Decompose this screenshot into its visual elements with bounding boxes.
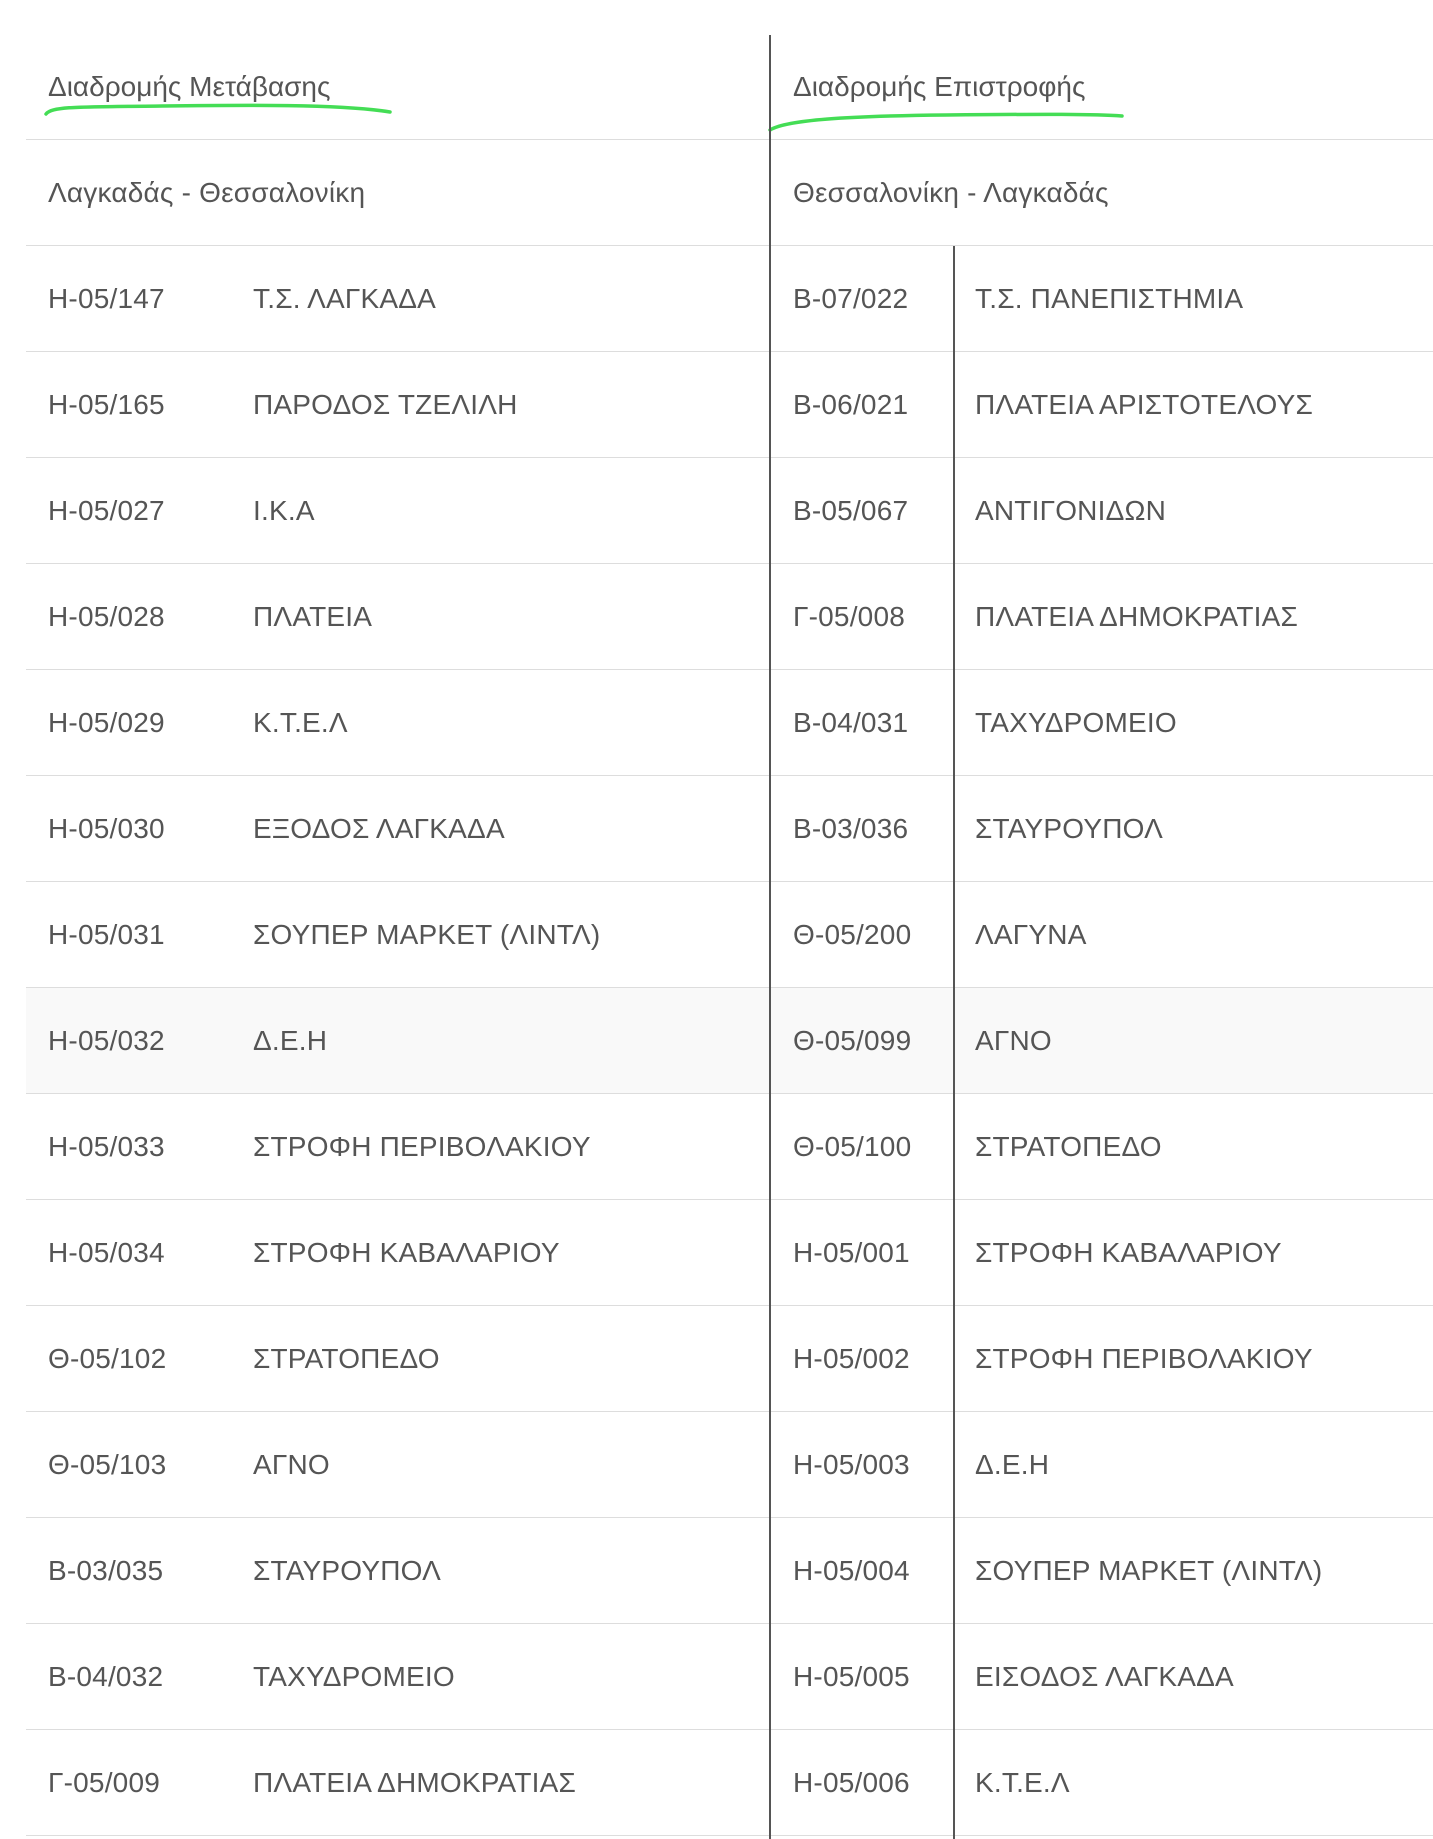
- return-stop-name: ΣΤΡΑΤΟΠΕΔΟ: [975, 1130, 1162, 1162]
- return-header[interactable]: Διαδρομής Επιστροφής: [793, 71, 1086, 102]
- outbound-stop-name: ΣΤΡΟΦΗ ΠΕΡΙΒΟΛΑΚΙΟΥ: [253, 1130, 591, 1162]
- return-route-name: Θεσσαλονίκη - Λαγκαδάς: [793, 176, 1109, 208]
- return-stop-code: Β-07/022: [793, 282, 909, 314]
- outbound-stop-code: Θ-05/103: [48, 1448, 167, 1480]
- return-stop-name: Τ.Σ. ΠΑΝΕΠΙΣΤΗΜΙΑ: [975, 282, 1244, 314]
- outbound-stop-name: ΤΑΧΥΔΡΟΜΕΙΟ: [253, 1660, 455, 1692]
- outbound-stop-code: Η-05/032: [48, 1024, 165, 1056]
- table-row: [26, 564, 1433, 670]
- table-row: [26, 246, 1433, 352]
- table-row: [26, 1094, 1433, 1200]
- table-row: [26, 776, 1433, 882]
- return-stop-name: Κ.Τ.Ε.Λ: [975, 1766, 1070, 1798]
- outbound-stop-code: Η-05/033: [48, 1130, 165, 1162]
- outbound-stop-name: ΕΞΟΔΟΣ ΛΑΓΚΑΔΑ: [253, 812, 505, 844]
- return-stop-name: ΣΤΡΟΦΗ ΠΕΡΙΒΟΛΑΚΙΟΥ: [975, 1342, 1313, 1374]
- return-stop-code: Β-05/067: [793, 494, 909, 526]
- outbound-stop-code: Η-05/034: [48, 1236, 165, 1268]
- outbound-stop-name: Δ.Ε.Η: [253, 1024, 328, 1056]
- outbound-stop-name: ΠΛΑΤΕΙΑ ΔΗΜΟΚΡΑΤΙΑΣ: [253, 1766, 577, 1798]
- outbound-stop-code: Η-05/029: [48, 706, 165, 738]
- outbound-stop-name: Κ.Τ.Ε.Λ: [253, 706, 348, 738]
- outbound-stop-name: ΑΓΝΟ: [253, 1448, 330, 1480]
- table-row: [26, 988, 1433, 1094]
- return-stop-name: ΑΝΤΙΓΟΝΙΔΩΝ: [975, 494, 1167, 526]
- table-row: [26, 1624, 1433, 1730]
- outbound-stop-name: ΠΑΡΟΔΟΣ ΤΖΕΛΙΛΗ: [253, 388, 518, 420]
- return-stop-code: Θ-05/100: [793, 1130, 912, 1162]
- route-name-row: [26, 140, 1433, 246]
- table-row: [26, 1412, 1433, 1518]
- return-stop-name: ΣΤΑΥΡΟΥΠΟΛ: [975, 812, 1164, 844]
- return-stop-name: ΣΤΡΟΦΗ ΚΑΒΑΛΑΡΙΟΥ: [975, 1236, 1282, 1268]
- outbound-stop-name: Ι.Κ.Α: [253, 494, 315, 526]
- return-stop-code: Θ-05/099: [793, 1024, 912, 1056]
- return-stop-name: ΠΛΑΤΕΙΑ ΑΡΙΣΤΟΤΕΛΟΥΣ: [975, 388, 1314, 420]
- outbound-stop-name: ΣΟΥΠΕΡ ΜΑΡΚΕΤ (ΛΙΝΤΛ): [253, 918, 601, 950]
- table-row: [26, 352, 1433, 458]
- outbound-stop-code: Η-05/031: [48, 918, 165, 950]
- outbound-stop-code: Η-05/027: [48, 494, 165, 526]
- outbound-stop-code: Η-05/030: [48, 812, 165, 844]
- return-stop-code: Β-06/021: [793, 388, 909, 420]
- return-stop-code: Η-05/004: [793, 1554, 910, 1586]
- return-stop-code: Η-05/001: [793, 1236, 910, 1268]
- return-stop-code: Β-03/036: [793, 812, 909, 844]
- outbound-stop-name: ΠΛΑΤΕΙΑ: [253, 600, 373, 632]
- table-row: [26, 670, 1433, 776]
- return-stop-name: ΠΛΑΤΕΙΑ ΔΗΜΟΚΡΑΤΙΑΣ: [975, 600, 1299, 632]
- outbound-stop-name: ΣΤΑΥΡΟΥΠΟΛ: [253, 1554, 442, 1586]
- return-stop-code: Η-05/005: [793, 1660, 910, 1692]
- return-stop-name: ΛΑΓΥΝΑ: [975, 918, 1087, 950]
- outbound-stop-code: Η-05/147: [48, 282, 165, 314]
- outbound-header[interactable]: Διαδρομής Μετάβασης: [48, 71, 331, 102]
- direction-header-row: [26, 35, 1433, 140]
- column-divider-return: [953, 246, 955, 1839]
- outbound-stop-code: Β-04/032: [48, 1660, 164, 1692]
- table-row: [26, 1306, 1433, 1412]
- return-stop-code: Β-04/031: [793, 706, 909, 738]
- return-stop-name: ΕΙΣΟΔΟΣ ΛΑΓΚΑΔΑ: [975, 1660, 1234, 1692]
- return-stop-name: ΤΑΧΥΔΡΟΜΕΙΟ: [975, 706, 1177, 738]
- return-stop-name: ΣΟΥΠΕΡ ΜΑΡΚΕΤ (ΛΙΝΤΛ): [975, 1554, 1323, 1586]
- return-stop-code: Θ-05/200: [793, 918, 912, 950]
- return-stop-code: Γ-05/008: [793, 600, 905, 632]
- table-row: [26, 1730, 1433, 1836]
- table-row: [26, 458, 1433, 564]
- outbound-stop-code: Γ-05/009: [48, 1766, 160, 1798]
- outbound-route-name: Λαγκαδάς - Θεσσαλονίκη: [48, 176, 366, 208]
- column-divider-center: [769, 35, 771, 1839]
- table-row: [26, 1200, 1433, 1306]
- table-row: [26, 882, 1433, 988]
- outbound-stop-name: Τ.Σ. ΛΑΓΚΑΔΑ: [253, 282, 437, 314]
- return-stop-code: Η-05/006: [793, 1766, 910, 1798]
- outbound-stop-code: Β-03/035: [48, 1554, 164, 1586]
- outbound-stop-code: Θ-05/102: [48, 1342, 167, 1374]
- return-stop-code: Η-05/003: [793, 1448, 910, 1480]
- return-stop-name: ΑΓΝΟ: [975, 1024, 1052, 1056]
- outbound-stop-name: ΣΤΡΑΤΟΠΕΔΟ: [253, 1342, 440, 1374]
- outbound-stop-name: ΣΤΡΟΦΗ ΚΑΒΑΛΑΡΙΟΥ: [253, 1236, 560, 1268]
- return-stop-name: Δ.Ε.Η: [975, 1448, 1050, 1480]
- return-stop-code: Η-05/002: [793, 1342, 910, 1374]
- table-row: [26, 1518, 1433, 1624]
- outbound-stop-code: Η-05/165: [48, 388, 165, 420]
- outbound-stop-code: Η-05/028: [48, 600, 165, 632]
